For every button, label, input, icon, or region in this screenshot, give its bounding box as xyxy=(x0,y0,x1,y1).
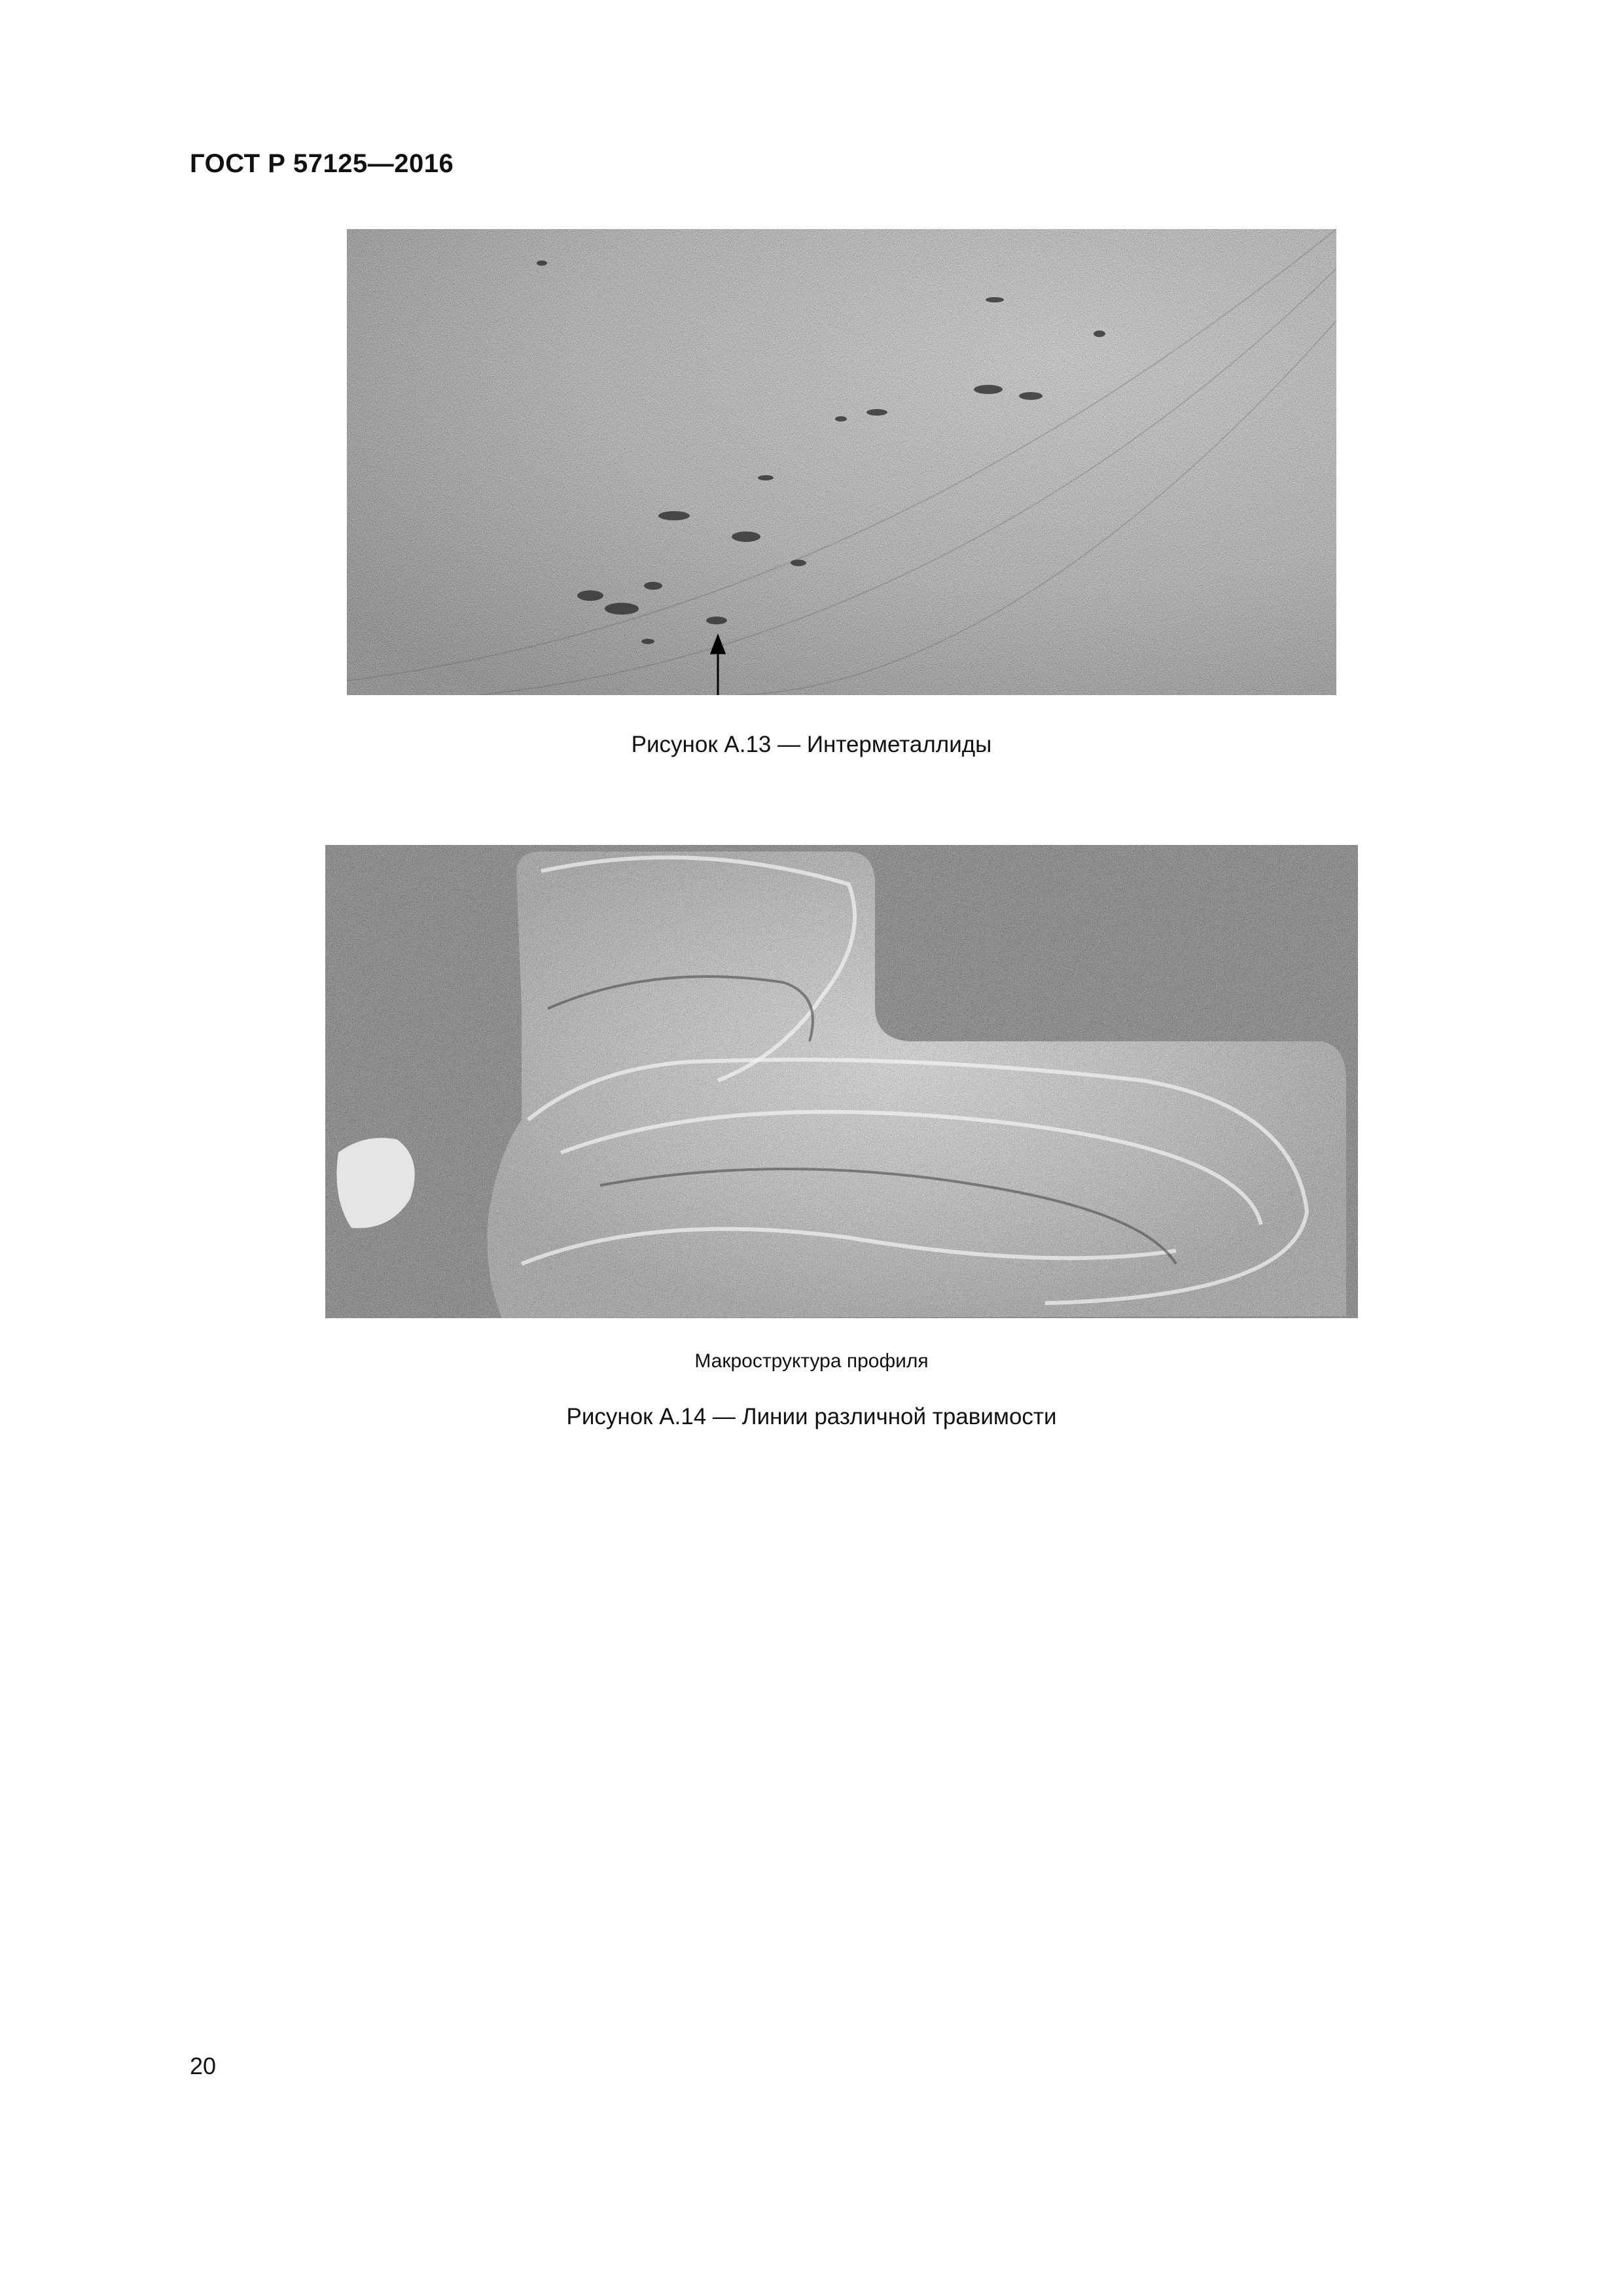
macrostructure-photo xyxy=(325,845,1358,1318)
figure-subcaption: Макроструктура профиля xyxy=(694,1350,929,1372)
page-number: 20 xyxy=(190,2053,217,2079)
figure-caption: Рисунок А.13 — Интерметаллиды xyxy=(631,732,992,757)
figure-caption: Рисунок А.14 — Линии различной травимости xyxy=(566,1404,1057,1429)
document-header: ГОСТ Р 57125—2016 xyxy=(190,149,454,178)
intermetallics-photo xyxy=(347,229,1336,695)
